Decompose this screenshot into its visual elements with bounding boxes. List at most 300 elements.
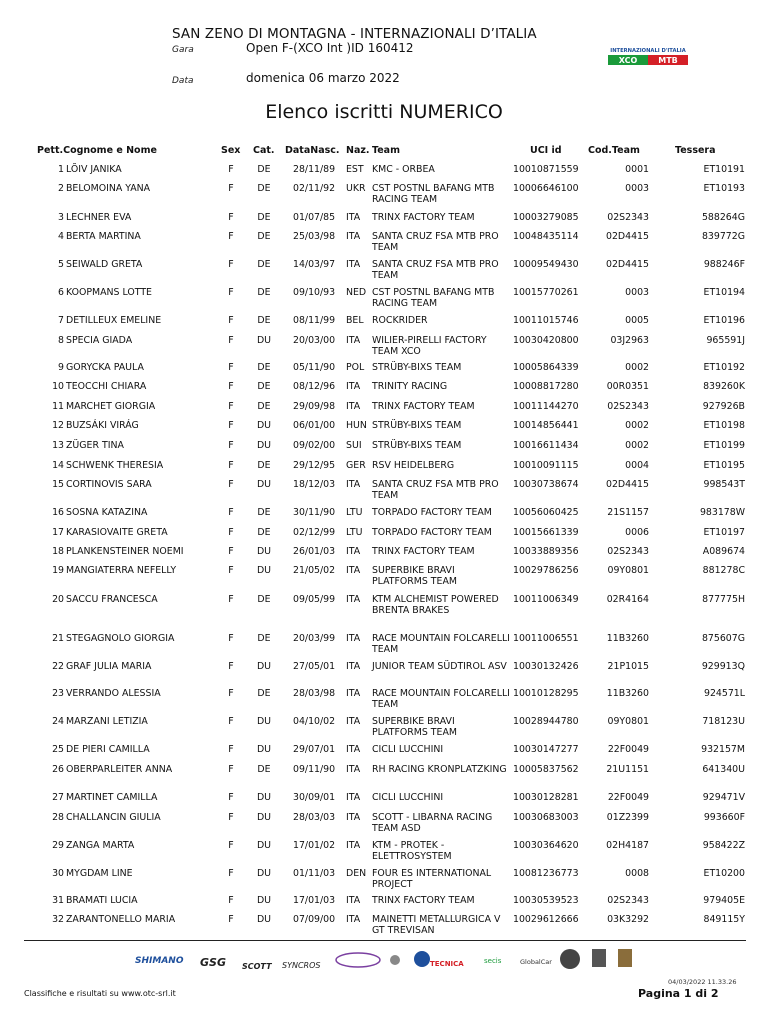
entry-team: TRINITY RACING bbox=[372, 381, 448, 392]
col-datanasc: DataNasc. bbox=[285, 145, 340, 156]
svg-text:XCO: XCO bbox=[618, 56, 638, 65]
entry-name: PLANKENSTEINER NOEMI bbox=[66, 546, 184, 557]
entry-sex: F bbox=[228, 594, 234, 605]
entry-number: 2 bbox=[58, 183, 64, 194]
entry-sex: F bbox=[228, 546, 234, 557]
entry-team: RSV HEIDELBERG bbox=[372, 460, 455, 471]
entry-nation: ITA bbox=[346, 335, 361, 346]
entry-category: DE bbox=[257, 633, 271, 644]
entry-team: TRINX FACTORY TEAM bbox=[372, 546, 475, 557]
entry-number: 9 bbox=[58, 362, 64, 373]
entry-category: DE bbox=[257, 259, 271, 270]
entry-name: SEIWALD GRETA bbox=[66, 259, 143, 270]
entry-license: 641340U bbox=[702, 764, 745, 775]
entry-sex: F bbox=[228, 868, 234, 879]
sponsor-crest-icon bbox=[592, 949, 606, 967]
entry-birthdate: 18/12/03 bbox=[293, 479, 336, 490]
entry-license: A089674 bbox=[702, 546, 745, 557]
entry-name: ZÜGER TINA bbox=[66, 440, 124, 451]
entry-license: 998543T bbox=[703, 479, 745, 490]
entry-sex: F bbox=[228, 633, 234, 644]
entry-uci-id: 10029612666 bbox=[513, 914, 579, 925]
entry-name: BELOMOINA YANA bbox=[66, 183, 151, 194]
entry-team: TORPADO FACTORY TEAM bbox=[372, 527, 492, 538]
entry-license: 875607G bbox=[701, 633, 745, 644]
entry-license: 932157M bbox=[701, 744, 745, 755]
entry-team-code: 11B3260 bbox=[606, 688, 649, 699]
col-team: Team bbox=[372, 145, 400, 156]
entry-team-code: 02D4415 bbox=[605, 231, 649, 242]
entry-number: 30 bbox=[52, 868, 64, 879]
entry-name: SACCU FRANCESCA bbox=[66, 594, 158, 605]
entry-uci-id: 10033889356 bbox=[513, 546, 579, 557]
entry-nation: ITA bbox=[346, 914, 361, 925]
entry-license: 929913Q bbox=[701, 661, 745, 672]
entry-nation: ITA bbox=[346, 565, 361, 576]
entry-team-code: 11B3260 bbox=[606, 633, 649, 644]
entry-uci-id: 10016611434 bbox=[513, 440, 579, 451]
entry-category: DE bbox=[257, 527, 271, 538]
entry-team: MAINETTI METALLURGICA V GT TREVISAN bbox=[372, 914, 501, 936]
internazionali-logo bbox=[604, 46, 692, 68]
entry-sex: F bbox=[228, 479, 234, 490]
entry-license: ET10200 bbox=[703, 868, 745, 879]
entry-team: SUPERBIKE BRAVI PLATFORMS TEAM bbox=[372, 565, 457, 587]
entry-nation: UKR bbox=[346, 183, 366, 194]
entry-category: DE bbox=[257, 401, 271, 412]
entry-team-code: 0002 bbox=[625, 362, 649, 373]
entry-team-code: 02R4164 bbox=[606, 594, 649, 605]
entry-name: BERTA MARTINA bbox=[66, 231, 141, 242]
entry-uci-id: 10030683003 bbox=[513, 812, 579, 823]
entry-number: 4 bbox=[58, 231, 64, 242]
entry-name: MARTINET CAMILLA bbox=[66, 792, 158, 803]
entry-number: 21 bbox=[52, 633, 64, 644]
entry-birthdate: 07/09/00 bbox=[293, 914, 336, 925]
entry-number: 32 bbox=[52, 914, 64, 925]
entry-sex: F bbox=[228, 661, 234, 672]
entry-team-code: 21U1151 bbox=[606, 764, 649, 775]
sponsor-shimano: SHIMANO bbox=[135, 956, 184, 966]
entry-number: 16 bbox=[52, 507, 64, 518]
entry-category: DU bbox=[256, 895, 272, 906]
entry-number: 14 bbox=[52, 460, 64, 471]
sponsor-strip bbox=[130, 946, 640, 974]
entry-category: DE bbox=[257, 594, 271, 605]
entry-name: MARZANI LETIZIA bbox=[66, 716, 148, 727]
entry-nation: ITA bbox=[346, 212, 361, 223]
entry-license: 849115Y bbox=[703, 914, 745, 925]
entry-birthdate: 09/05/99 bbox=[293, 594, 336, 605]
entry-nation: ITA bbox=[346, 594, 361, 605]
entry-team: FOUR ES INTERNATIONAL PROJECT bbox=[372, 868, 492, 890]
entry-birthdate: 29/12/95 bbox=[293, 460, 336, 471]
entry-uci-id: 10011006349 bbox=[513, 594, 579, 605]
entry-team-code: 02D4415 bbox=[605, 259, 649, 270]
entry-number: 12 bbox=[52, 420, 64, 431]
entry-name: OBERPARLEITER ANNA bbox=[66, 764, 173, 775]
entry-nation: ITA bbox=[346, 231, 361, 242]
entry-team: KTM ALCHEMIST POWERED BRENTA BRAKES bbox=[372, 594, 499, 616]
sponsor-secis: secis bbox=[484, 957, 502, 965]
entry-nation: LTU bbox=[346, 527, 363, 538]
entry-number: 10 bbox=[52, 381, 64, 392]
gara-label: Gara bbox=[172, 45, 194, 55]
entry-uci-id: 10015661339 bbox=[513, 527, 579, 538]
entry-birthdate: 20/03/00 bbox=[293, 335, 336, 346]
entry-team: TRINX FACTORY TEAM bbox=[372, 895, 475, 906]
entry-license: 993660F bbox=[703, 812, 745, 823]
entry-birthdate: 05/11/90 bbox=[293, 362, 336, 373]
entry-category: DU bbox=[256, 661, 272, 672]
entry-uci-id: 10010128295 bbox=[513, 688, 579, 699]
entry-sex: F bbox=[228, 840, 234, 851]
entry-nation: ITA bbox=[346, 479, 361, 490]
entry-team: SUPERBIKE BRAVI PLATFORMS TEAM bbox=[372, 716, 457, 738]
entry-team: RACE MOUNTAIN FOLCARELLI TEAM bbox=[372, 688, 510, 710]
entry-team: STRÜBY-BIXS TEAM bbox=[372, 440, 462, 451]
entry-license: 839772G bbox=[701, 231, 745, 242]
entry-category: DU bbox=[256, 546, 272, 557]
entry-team-code: 22F0049 bbox=[607, 792, 649, 803]
entry-number: 17 bbox=[52, 527, 64, 538]
entry-category: DU bbox=[256, 914, 272, 925]
entry-number: 3 bbox=[58, 212, 64, 223]
entry-number: 1 bbox=[58, 164, 64, 175]
entry-category: DU bbox=[256, 716, 272, 727]
entry-birthdate: 02/12/99 bbox=[293, 527, 336, 538]
entry-nation: BEL bbox=[346, 315, 364, 326]
svg-text:MTB: MTB bbox=[658, 56, 678, 65]
entry-category: DU bbox=[256, 792, 272, 803]
entry-uci-id: 10006646100 bbox=[513, 183, 579, 194]
entry-sex: F bbox=[228, 688, 234, 699]
entry-sex: F bbox=[228, 420, 234, 431]
entry-nation: ITA bbox=[346, 259, 361, 270]
entry-team: KTM - PROTEK - ELETTROSYSTEM bbox=[372, 840, 452, 862]
entry-sex: F bbox=[228, 565, 234, 576]
sponsor-tecnica: TECNICA bbox=[430, 960, 464, 968]
entry-sex: F bbox=[228, 401, 234, 412]
entry-sex: F bbox=[228, 507, 234, 518]
entry-uci-id: 10081236773 bbox=[513, 868, 579, 879]
entry-team: CICLI LUCCHINI bbox=[372, 792, 444, 803]
entry-name: MANGIATERRA NEFELLY bbox=[66, 565, 177, 576]
entry-team-code: 21P1015 bbox=[607, 661, 649, 672]
entry-uci-id: 10030132426 bbox=[513, 661, 579, 672]
entry-team: KMC - ORBEA bbox=[372, 164, 435, 175]
entry-name: LÕIV JANIKA bbox=[66, 164, 122, 175]
entry-category: DE bbox=[257, 315, 271, 326]
col-uci: UCI id bbox=[530, 145, 562, 156]
entry-team: CICLI LUCCHINI bbox=[372, 744, 444, 755]
entry-birthdate: 29/09/98 bbox=[293, 401, 336, 412]
entry-name: CORTINOVIS SARA bbox=[66, 479, 152, 490]
entry-nation: ITA bbox=[346, 401, 361, 412]
entry-team-code: 0001 bbox=[625, 164, 649, 175]
data-value: domenica 06 marzo 2022 bbox=[246, 71, 400, 85]
entry-name: LECHNER EVA bbox=[66, 212, 132, 223]
entry-category: DE bbox=[257, 212, 271, 223]
sponsor-globalcar: GlobalCar bbox=[520, 958, 552, 966]
entry-license: 927926B bbox=[702, 401, 745, 412]
entry-number: 29 bbox=[52, 840, 64, 851]
entry-license: 958422Z bbox=[702, 840, 745, 851]
entry-birthdate: 08/12/96 bbox=[293, 381, 336, 392]
list-title: Elenco iscritti NUMERICO bbox=[265, 101, 503, 123]
entry-category: DE bbox=[257, 764, 271, 775]
entry-team-code: 0002 bbox=[625, 440, 649, 451]
entry-uci-id: 10028944780 bbox=[513, 716, 579, 727]
entry-birthdate: 28/11/89 bbox=[293, 164, 336, 175]
entry-license: ET10199 bbox=[703, 440, 745, 451]
entry-category: DU bbox=[256, 335, 272, 346]
entry-birthdate: 20/03/99 bbox=[293, 633, 336, 644]
entry-team: CST POSTNL BAFANG MTB RACING TEAM bbox=[372, 183, 495, 205]
entry-birthdate: 26/01/03 bbox=[293, 546, 336, 557]
entry-category: DU bbox=[256, 840, 272, 851]
entry-uci-id: 10030738674 bbox=[513, 479, 579, 490]
entry-team-code: 02S2343 bbox=[607, 895, 649, 906]
entry-license: 924571L bbox=[703, 688, 745, 699]
entry-name: GORYCKA PAULA bbox=[66, 362, 144, 373]
entry-birthdate: 27/05/01 bbox=[293, 661, 336, 672]
entry-team: ROCKRIDER bbox=[372, 315, 428, 326]
entry-number: 25 bbox=[52, 744, 64, 755]
entry-birthdate: 01/07/85 bbox=[293, 212, 336, 223]
entry-team: TORPADO FACTORY TEAM bbox=[372, 507, 492, 518]
entry-uci-id: 10010871559 bbox=[513, 164, 579, 175]
entry-name: SPECIA GIADA bbox=[66, 335, 133, 346]
entry-name: KARASIOVAITE GRETA bbox=[66, 527, 168, 538]
entry-birthdate: 04/10/02 bbox=[293, 716, 336, 727]
entry-category: DE bbox=[257, 287, 271, 298]
entry-sex: F bbox=[228, 440, 234, 451]
entry-license: ET10192 bbox=[703, 362, 745, 373]
entry-birthdate: 28/03/03 bbox=[293, 812, 336, 823]
entry-nation: HUN bbox=[346, 420, 367, 431]
sponsor-emblem-icon bbox=[390, 955, 400, 965]
print-timestamp: 04/03/2022 11.33.26 bbox=[668, 978, 737, 986]
entry-category: DE bbox=[257, 507, 271, 518]
entry-number: 28 bbox=[52, 812, 64, 823]
sponsor-syncros: SYNCROS bbox=[282, 961, 321, 970]
entry-name: ZANGA MARTA bbox=[66, 840, 135, 851]
entry-nation: ITA bbox=[346, 895, 361, 906]
entry-category: DU bbox=[256, 565, 272, 576]
entry-license: 983178W bbox=[699, 507, 745, 518]
footer-divider bbox=[24, 940, 746, 941]
entry-team: RACE MOUNTAIN FOLCARELLI TEAM bbox=[372, 633, 510, 655]
entry-birthdate: 30/09/01 bbox=[293, 792, 336, 803]
entry-name: BRAMATI LUCIA bbox=[66, 895, 138, 906]
entry-team-code: 0003 bbox=[625, 183, 649, 194]
entry-number: 15 bbox=[52, 479, 64, 490]
entry-number: 7 bbox=[58, 315, 64, 326]
entry-uci-id: 10030539523 bbox=[513, 895, 579, 906]
entry-birthdate: 01/11/03 bbox=[293, 868, 336, 879]
entry-name: MYGDAM LINE bbox=[66, 868, 133, 879]
entry-sex: F bbox=[228, 362, 234, 373]
entry-license: ET10197 bbox=[703, 527, 745, 538]
entry-number: 31 bbox=[52, 895, 64, 906]
entry-license: ET10194 bbox=[703, 287, 745, 298]
entry-license: ET10193 bbox=[703, 183, 745, 194]
entry-nation: ITA bbox=[346, 633, 361, 644]
entry-team-code: 02H4187 bbox=[606, 840, 649, 851]
entry-uci-id: 10030128281 bbox=[513, 792, 579, 803]
entry-nation: ITA bbox=[346, 716, 361, 727]
entry-category: DE bbox=[257, 362, 271, 373]
entry-category: DE bbox=[257, 231, 271, 242]
entry-sex: F bbox=[228, 315, 234, 326]
entry-team: SANTA CRUZ FSA MTB PRO TEAM bbox=[372, 479, 499, 501]
entry-nation: DEN bbox=[346, 868, 367, 879]
entry-nation: EST bbox=[346, 164, 364, 175]
entry-name: KOOPMANS LOTTE bbox=[66, 287, 152, 298]
entry-team: JUNIOR TEAM SÜDTIROL ASV bbox=[372, 661, 507, 672]
entry-uci-id: 10030364620 bbox=[513, 840, 579, 851]
entry-uci-id: 10011006551 bbox=[513, 633, 579, 644]
entry-license: ET10196 bbox=[703, 315, 745, 326]
entry-category: DU bbox=[256, 479, 272, 490]
entry-category: DE bbox=[257, 381, 271, 392]
entry-nation: ITA bbox=[346, 840, 361, 851]
entry-team-code: 0003 bbox=[625, 287, 649, 298]
svg-text:INTERNAZIONALI D'ITALIA: INTERNAZIONALI D'ITALIA bbox=[610, 48, 686, 54]
entry-birthdate: 17/01/02 bbox=[293, 840, 336, 851]
entry-license: 839260K bbox=[703, 381, 745, 392]
entry-number: 8 bbox=[58, 335, 64, 346]
entry-team-code: 22F0049 bbox=[607, 744, 649, 755]
entry-birthdate: 08/11/99 bbox=[293, 315, 336, 326]
entry-name: SCHWENK THERESIA bbox=[66, 460, 164, 471]
entry-birthdate: 21/05/02 bbox=[293, 565, 336, 576]
entry-sex: F bbox=[228, 460, 234, 471]
entry-uci-id: 10014856441 bbox=[513, 420, 579, 431]
entry-name: MARCHET GIORGIA bbox=[66, 401, 156, 412]
entry-number: 27 bbox=[52, 792, 64, 803]
entry-nation: GER bbox=[346, 460, 366, 471]
entry-sex: F bbox=[228, 792, 234, 803]
entry-number: 18 bbox=[52, 546, 64, 557]
entry-nation: POL bbox=[346, 362, 365, 373]
col-cod: Cod.Team bbox=[588, 145, 640, 156]
sponsor-badge-icon bbox=[336, 953, 380, 967]
entry-sex: F bbox=[228, 164, 234, 175]
entry-name: VERRANDO ALESSIA bbox=[66, 688, 161, 699]
entry-name: ZARANTONELLO MARIA bbox=[66, 914, 176, 925]
entry-team-code: 03K3292 bbox=[607, 914, 649, 925]
entry-uci-id: 10029786256 bbox=[513, 565, 579, 576]
entry-birthdate: 29/07/01 bbox=[293, 744, 336, 755]
entry-license: ET10198 bbox=[703, 420, 745, 431]
entry-name: DETILLEUX EMELINE bbox=[66, 315, 162, 326]
entry-team-code: 03J2963 bbox=[610, 335, 649, 346]
entry-name: DE PIERI CAMILLA bbox=[66, 744, 150, 755]
entry-number: 19 bbox=[52, 565, 64, 576]
entry-uci-id: 10030420800 bbox=[513, 335, 579, 346]
entry-license: ET10195 bbox=[703, 460, 745, 471]
entry-nation: LTU bbox=[346, 507, 363, 518]
entry-team: STRÜBY-BIXS TEAM bbox=[372, 420, 462, 431]
entry-team-code: 0005 bbox=[625, 315, 649, 326]
entry-team: WILIER-PIRELLI FACTORY TEAM XCO bbox=[372, 335, 487, 357]
entry-license: ET10191 bbox=[703, 164, 745, 175]
col-sex: Sex bbox=[221, 145, 241, 156]
entry-team-code: 01Z2399 bbox=[606, 812, 649, 823]
entry-birthdate: 02/11/92 bbox=[293, 183, 336, 194]
entry-team-code: 21S1157 bbox=[607, 507, 649, 518]
entry-sex: F bbox=[228, 744, 234, 755]
entry-name: BUZSÁKI VIRÁG bbox=[66, 420, 139, 431]
entry-team-code: 0004 bbox=[625, 460, 649, 471]
sponsor-shield-icon bbox=[618, 949, 632, 967]
col-pett-name: Pett.Cognome e Nome bbox=[37, 145, 157, 156]
entry-name: TEOCCHI CHIARA bbox=[66, 381, 147, 392]
gara-value: Open F-(XCO Int )ID 160412 bbox=[246, 41, 414, 55]
entry-team: STRÜBY-BIXS TEAM bbox=[372, 362, 462, 373]
entry-nation: ITA bbox=[346, 792, 361, 803]
entry-uci-id: 10008817280 bbox=[513, 381, 579, 392]
entry-nation: ITA bbox=[346, 381, 361, 392]
entry-number: 11 bbox=[52, 401, 64, 412]
entry-sex: F bbox=[228, 259, 234, 270]
entry-number: 24 bbox=[52, 716, 64, 727]
entry-team: SANTA CRUZ FSA MTB PRO TEAM bbox=[372, 231, 499, 253]
entry-sex: F bbox=[228, 812, 234, 823]
entry-birthdate: 17/01/03 bbox=[293, 895, 336, 906]
entry-sex: F bbox=[228, 764, 234, 775]
entry-sex: F bbox=[228, 527, 234, 538]
entry-number: 22 bbox=[52, 661, 64, 672]
entry-license: 881278C bbox=[702, 565, 745, 576]
entry-team-code: 09Y0801 bbox=[607, 565, 649, 576]
entry-category: DU bbox=[256, 440, 272, 451]
entry-nation: ITA bbox=[346, 812, 361, 823]
entry-category: DU bbox=[256, 420, 272, 431]
entry-license: 979405E bbox=[703, 895, 745, 906]
col-cat: Cat. bbox=[253, 145, 275, 156]
entry-name: GRAF JULIA MARIA bbox=[66, 661, 152, 672]
entry-team-code: 02D4415 bbox=[605, 479, 649, 490]
entry-uci-id: 10048435114 bbox=[513, 231, 579, 242]
entry-sex: F bbox=[228, 335, 234, 346]
entry-team-code: 02S2343 bbox=[607, 546, 649, 557]
entry-name: CHALLANCIN GIULIA bbox=[66, 812, 161, 823]
entry-category: DE bbox=[257, 183, 271, 194]
entry-nation: ITA bbox=[346, 764, 361, 775]
entry-birthdate: 09/10/93 bbox=[293, 287, 336, 298]
entry-uci-id: 10005864339 bbox=[513, 362, 579, 373]
entry-birthdate: 14/03/97 bbox=[293, 259, 336, 270]
entry-birthdate: 28/03/98 bbox=[293, 688, 336, 699]
entry-number: 6 bbox=[58, 287, 64, 298]
entry-nation: ITA bbox=[346, 661, 361, 672]
entry-sex: F bbox=[228, 231, 234, 242]
entry-sex: F bbox=[228, 716, 234, 727]
entry-license: 588264G bbox=[701, 212, 745, 223]
entry-team-code: 09Y0801 bbox=[607, 716, 649, 727]
entry-nation: ITA bbox=[346, 688, 361, 699]
col-tessera: Tessera bbox=[675, 145, 716, 156]
entry-name: SOSNA KATAZINA bbox=[66, 507, 148, 518]
entry-team-code: 0006 bbox=[625, 527, 649, 538]
entry-number: 23 bbox=[52, 688, 64, 699]
entry-team: SCOTT - LIBARNA RACING TEAM ASD bbox=[372, 812, 493, 834]
sponsor-ag-icon bbox=[414, 951, 430, 967]
entry-team-code: 0002 bbox=[625, 420, 649, 431]
